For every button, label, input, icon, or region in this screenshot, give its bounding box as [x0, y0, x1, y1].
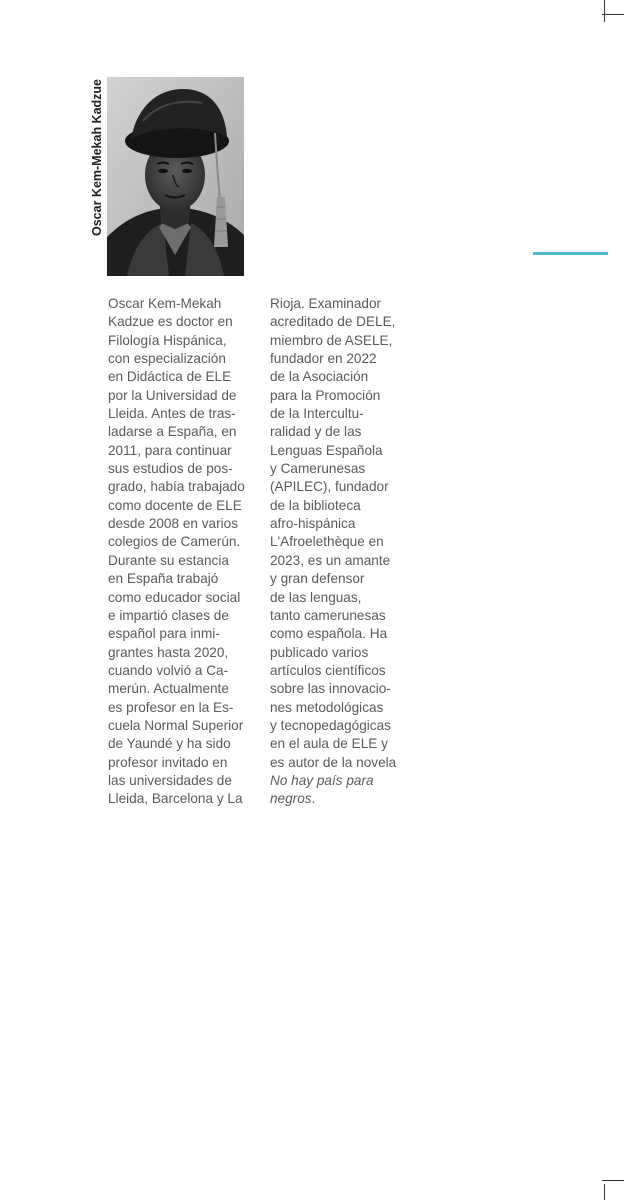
bio-line: nes metodológicas [270, 699, 384, 715]
novel-title-line [270, 790, 422, 808]
bio-line: es autor de la novela [270, 754, 397, 770]
bio-line: desde 2008 en varios [108, 516, 238, 532]
crop-mark-bottom-right-h [602, 1180, 624, 1181]
bio-line: artículos científicos [270, 662, 386, 678]
bio-line: sus estudios de pos- [108, 461, 233, 477]
bio-line: es profesor en la Es- [108, 699, 234, 715]
bio-line: afro-hispánica [270, 516, 356, 532]
bio-line: merún. Actualmente [108, 681, 229, 697]
bio-line: de las lenguas, [270, 589, 362, 605]
bio-line: como española. Ha [270, 626, 388, 642]
bio-line: cuela Normal Superior [108, 717, 244, 733]
bio-line: como docente de ELE [108, 497, 242, 513]
bio-line: acreditado de DELE, [270, 314, 396, 330]
bio-line: Filología Hispánica, [108, 332, 227, 348]
bio-line: (APILEC), fundador [270, 479, 389, 495]
bio-line: para la Promoción [270, 387, 381, 403]
bio-line: publicado varios [270, 644, 369, 660]
bio-line: ladarse a España, en [108, 424, 237, 440]
bio-line: Rioja. Examinador [270, 296, 382, 311]
bio-line: e impartió clases de [108, 607, 229, 623]
bio-line: Durante su estancia [108, 552, 229, 568]
bio-line: Oscar Kem-Mekah [108, 296, 222, 311]
bio-line: sobre las innovacio- [270, 681, 391, 697]
bio-line: Kadzue es doctor en [108, 314, 233, 330]
crop-mark-top-right-v [604, 0, 605, 22]
bio-line: las universidades de [108, 772, 232, 788]
bio-line: de la Intercultu- [270, 406, 364, 422]
final-period: . [311, 791, 316, 807]
bio-line: por la Universidad de [108, 387, 237, 403]
novel-title-part: No hay país para [270, 772, 374, 788]
bio-line: de la Asociación [270, 369, 369, 385]
novel-title-part: negros [270, 791, 312, 807]
bio-line: grado, había trabajado [108, 479, 245, 495]
bio-line: y Camerunesas [270, 461, 366, 477]
bio-line: con especialización [108, 351, 226, 367]
bio-line: L'Afroelethèque en [270, 534, 384, 550]
bio-line: tanto camerunesas [270, 607, 386, 623]
novel-title-line [270, 772, 422, 790]
bio-line: Lleida, Barcelona y La [108, 791, 243, 807]
crop-mark-bottom-right-v [604, 1184, 605, 1200]
bio-line: miembro de ASELE, [270, 332, 393, 348]
bio-line: ralidad y de las [270, 424, 362, 440]
bio-line: de Yaundé y ha sido [108, 736, 231, 752]
accent-rule [533, 252, 608, 255]
bio-line: cuando volvió a Ca- [108, 662, 229, 678]
bio-line: Lleida. Antes de tras- [108, 406, 236, 422]
bio-line: español para inmi- [108, 626, 220, 642]
bio-column-left [108, 295, 258, 809]
bio-line: en el aula de ELE y [270, 736, 388, 752]
photo-caption [88, 76, 108, 236]
bio-line: 2023, es un amante [270, 552, 391, 568]
crop-mark-top-right-h [602, 14, 624, 15]
bio-line: como educador social [108, 589, 241, 605]
author-portrait [107, 77, 244, 276]
bio-line: Lenguas Española [270, 442, 383, 458]
bio-line: en España trabajó [108, 571, 219, 587]
bio-line: grantes hasta 2020, [108, 644, 229, 660]
bio-line: profesor invitado en [108, 754, 228, 770]
portrait-image [107, 77, 244, 276]
bio-line: fundador en 2022 [270, 351, 377, 367]
bio-column-right [270, 295, 422, 809]
bio-line: de la biblioteca [270, 497, 361, 513]
bio-line: colegios de Camerún. [108, 534, 241, 550]
bio-line: 2011, para continuar [108, 442, 232, 458]
author-name-caption: Oscar Kem-Mekah Kadzue [90, 78, 104, 236]
bio-line: en Didáctica de ELE [108, 369, 232, 385]
bio-line: y tecnopedagógicas [270, 717, 391, 733]
bio-line: y gran defensor [270, 571, 365, 587]
